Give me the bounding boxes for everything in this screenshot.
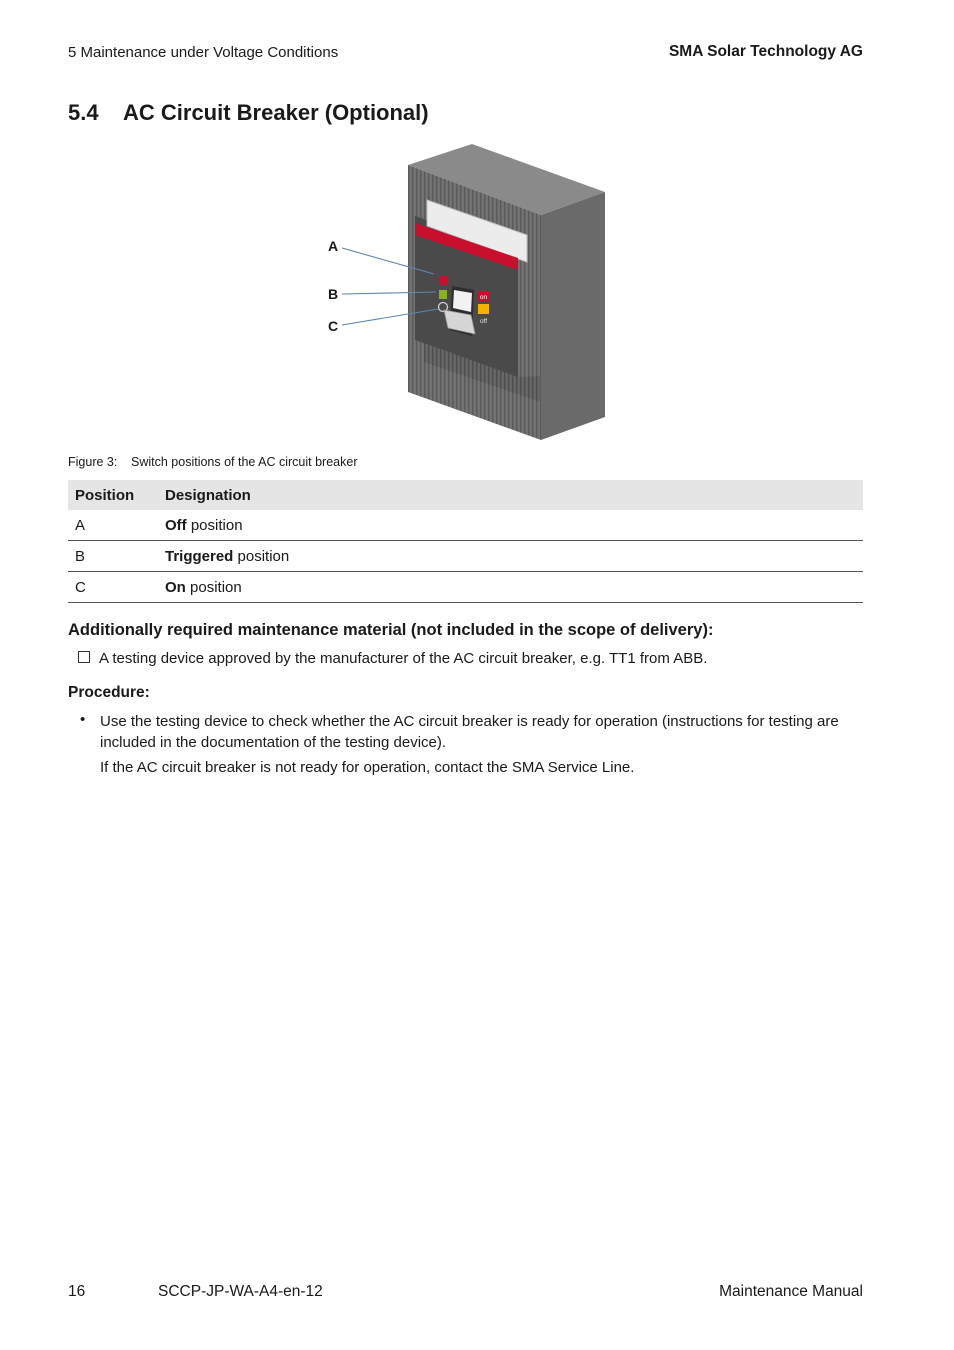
row-position: A [68, 510, 165, 541]
procedure-note: If the AC circuit breaker is not ready for operation, contact the SMA Service Line. [100, 759, 635, 776]
switch-on-label: on [479, 294, 488, 301]
running-header-company: SMA Solar Technology AG [668, 43, 863, 60]
row-position: B [68, 541, 165, 572]
table-row [68, 541, 863, 572]
designation-rest: position [185, 578, 242, 596]
checkbox-icon [78, 651, 90, 663]
row-designation [165, 541, 863, 572]
footer-doc-code: SCCP-JP-WA-A4-en-12 [158, 1283, 323, 1300]
circuit-breaker-illustration [320, 140, 620, 445]
column-header-position: Position [68, 480, 165, 510]
circuit-breaker-figure [320, 140, 620, 445]
running-header-chapter: 5 Maintenance under Voltage Conditions [68, 44, 339, 61]
bullet-icon: • [80, 711, 86, 728]
footer-page-number: 16 [68, 1283, 86, 1300]
callout-label-c: C [328, 318, 339, 334]
designation-term: Off [165, 516, 187, 534]
material-item [78, 650, 707, 667]
figure-caption [68, 455, 358, 469]
designation-term: On [165, 578, 186, 596]
procedure-step: Use the testing device to check whether the AC circuit breaker is ready for operation (instructions for testing are included in the documentation of the testing device). [100, 713, 839, 751]
figure-caption-label: Figure 3: [68, 455, 118, 469]
material-item-text: A testing device approved by the manufacturer of the AC circuit breaker, e.g. TT1 from ABB. [99, 650, 708, 667]
housing-side [541, 192, 605, 440]
table-header-row [68, 480, 863, 510]
switch-off-marker [478, 304, 489, 314]
switch-off-label: off [479, 318, 488, 325]
indicator-triggered-green [439, 290, 447, 299]
section-number: 5.4 [68, 100, 99, 125]
footer-doc-type: Maintenance Manual [719, 1283, 863, 1300]
figure-caption-text: Switch positions of the AC circuit breaker [131, 455, 358, 469]
designation-term: Triggered [165, 547, 234, 565]
procedure-heading: Procedure: [68, 684, 150, 701]
section-title: AC Circuit Breaker (Optional) [123, 100, 429, 125]
row-designation [165, 510, 863, 541]
table-row [68, 510, 863, 541]
designation-rest: position [186, 516, 243, 534]
switch-positions-table [68, 480, 863, 603]
material-heading: Additionally required maintenance material (not included in the scope of delivery): [68, 621, 714, 639]
table-row [68, 572, 863, 603]
column-header-designation: Designation [165, 480, 863, 510]
row-designation [165, 572, 863, 603]
callout-label-b: B [328, 286, 339, 302]
indicator-off-red [439, 276, 447, 285]
callout-label-a: A [328, 238, 339, 254]
designation-rest: position [233, 547, 290, 565]
section-heading [68, 100, 429, 126]
row-position: C [68, 572, 165, 603]
